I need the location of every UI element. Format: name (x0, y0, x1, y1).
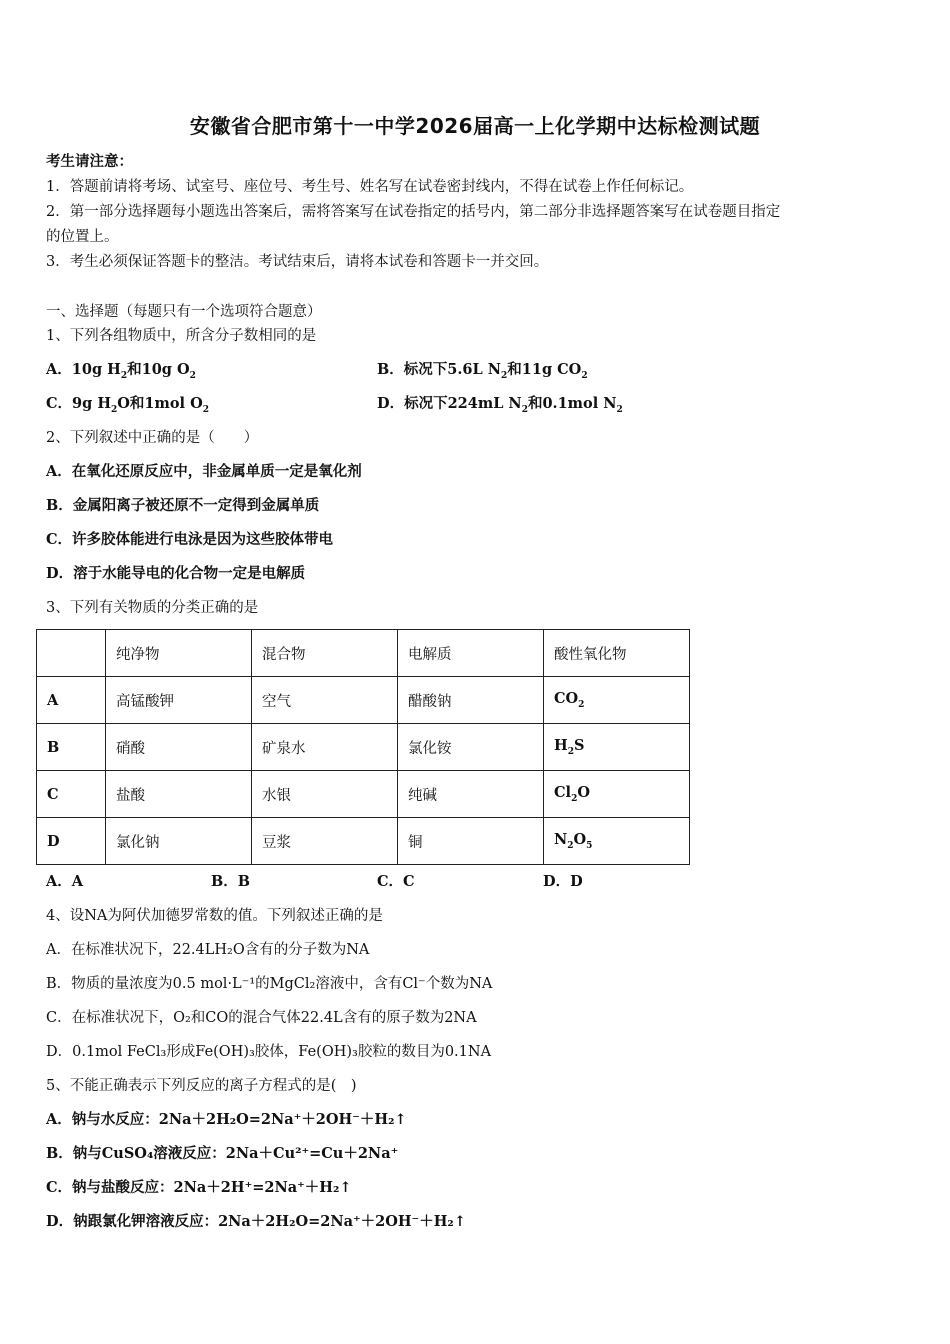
q1-b-text2: 和11g CO (507, 361, 582, 378)
q1-a-text2: 和10g O (127, 361, 190, 378)
q3-answer-d: D．D (543, 873, 583, 890)
q5-option-b: B．钠与CuSO₄溶液反应：2Na＋Cu²⁺=Cu＋2Na⁺ (46, 1145, 399, 1162)
table-cell (544, 771, 690, 818)
q1-a-text: 10g H (71, 361, 121, 378)
table-cell: 铜 (398, 818, 544, 865)
q1-option-d-label: D． (377, 395, 405, 412)
q1-option-a-label: A． (46, 361, 72, 378)
q2-option-c: C．许多胶体能进行电泳是因为这些胶体带电 (46, 531, 334, 548)
formula-sub: 2 (567, 746, 574, 757)
formula-part: O (573, 831, 587, 849)
formula-part: O (577, 784, 590, 802)
formula-sub: 2 (578, 699, 585, 710)
table-cell: 氯化铵 (398, 724, 544, 771)
notice-item-1: 1．答题前请将考场、试室号、座位号、考生号、姓名写在试卷密封线内，不得在试卷上作任何标记。 (46, 179, 694, 195)
q1-d-text2: 和0.1mol N (527, 395, 617, 412)
q5-option-d: D．钠跟氯化钾溶液反应：2Na＋2H₂O=2Na⁺＋2OH⁻＋H₂↑ (46, 1213, 466, 1230)
table-row (37, 818, 690, 865)
q3-stem: 3、下列有关物质的分类正确的是 (46, 600, 259, 616)
q4-option-a: A．在标准状况下，22.4LH₂O含有的分子数为NA (46, 942, 370, 958)
q1-b-sub2: 2 (581, 370, 588, 381)
q1-c-sub: 2 (111, 404, 118, 415)
row-key: B (37, 724, 106, 771)
notice-item-2: 2．第一部分选择题每小题选出答案后，需将答案写在试卷指定的括号内，第二部分非选择题答案写在试卷题目指定 (46, 204, 781, 220)
q1-option-d (377, 394, 623, 420)
table-cell: 盐酸 (106, 771, 252, 818)
q3-answer-a: A．A (46, 873, 84, 890)
formula-part: H (554, 737, 568, 755)
q1-c-sub2: 2 (202, 404, 209, 415)
table-cell: 氯化钠 (106, 818, 252, 865)
table-cell (544, 677, 690, 724)
q1-d-text: 标况下224mL N (404, 395, 522, 412)
q5-stem: 5、不能正确表示下列反应的离子方程式的是( ) (46, 1078, 357, 1094)
classification-table (36, 629, 690, 865)
formula-part: Cl (554, 784, 572, 802)
table-header-cell (37, 630, 106, 677)
q1-stem: 1、下列各组物质中，所含分子数相同的是 (46, 328, 317, 344)
table-cell (544, 724, 690, 771)
table-cell (544, 818, 690, 865)
table-cell: 豆浆 (252, 818, 398, 865)
q4-option-b: B．物质的量浓度为0.5 mol·L⁻¹的MgCl₂溶液中，含有Cl⁻个数为NA (46, 976, 493, 992)
q2-option-b: B．金属阳离子被还原不一定得到金属单质 (46, 497, 320, 514)
q3-answer-c: C．C (377, 873, 415, 890)
table-row (37, 771, 690, 818)
notice-heading: 考生请注意： (46, 153, 133, 170)
row-key: D (37, 818, 106, 865)
formula-part: N (554, 831, 568, 849)
formula-sub: 2 (571, 793, 578, 804)
q1-option-c-label: C． (46, 395, 73, 412)
q1-c-text2: O和1mol O (117, 395, 203, 412)
table-cell: 纯碱 (398, 771, 544, 818)
table-header-cell: 电解质 (398, 630, 544, 677)
q4-stem: 4、设NA为阿伏加德罗常数的值。下列叙述正确的是 (46, 908, 383, 924)
q2-stem: 2、下列叙述中正确的是（ ） (46, 430, 259, 446)
q1-c-text: 9g H (72, 395, 112, 412)
q5-option-c: C．钠与盐酸反应：2Na＋2H⁺=2Na⁺＋H₂↑ (46, 1179, 352, 1196)
q1-a-sub2: 2 (189, 370, 196, 381)
table-header-cell: 纯净物 (106, 630, 252, 677)
q1-option-a (46, 360, 196, 386)
table-cell: 水银 (252, 771, 398, 818)
row-key: C (37, 771, 106, 818)
q1-option-c (46, 394, 209, 420)
q1-d-sub: 2 (521, 404, 528, 415)
q5-option-a: A．钠与水反应：2Na＋2H₂O=2Na⁺＋2OH⁻＋H₂↑ (46, 1111, 407, 1128)
table-cell: 醋酸钠 (398, 677, 544, 724)
formula-part: CO (554, 690, 579, 708)
q1-d-sub2: 2 (616, 404, 623, 415)
notice-item-3: 3．考生必须保证答题卡的整洁。考试结束后，请将本试卷和答题卡一并交回。 (46, 254, 549, 270)
q3-answer-b: B．B (211, 873, 251, 890)
q1-b-text: 标况下5.6L N (403, 361, 501, 378)
q1-b-sub: 2 (501, 370, 508, 381)
q2-option-a: A．在氧化还原反应中，非金属单质一定是氧化剂 (46, 463, 362, 480)
q2-option-d: D．溶于水能导电的化合物一定是电解质 (46, 565, 306, 582)
table-cell: 矿泉水 (252, 724, 398, 771)
q4-option-c: C．在标准状况下，O₂和CO的混合气体22.4L含有的原子数为2NA (46, 1010, 477, 1026)
section-heading: 一、选择题（每题只有一个选项符合题意） (46, 304, 322, 320)
table-cell: 空气 (252, 677, 398, 724)
table-header-cell: 混合物 (252, 630, 398, 677)
table-header-cell: 酸性氧化物 (544, 630, 690, 677)
formula-sub: 2 (567, 840, 574, 851)
row-key: A (37, 677, 106, 724)
notice-item-2-cont: 的位置上。 (46, 229, 119, 245)
table-row (37, 677, 690, 724)
table-row (37, 724, 690, 771)
page-title: 安徽省合肥市第十一中学2026届高一上化学期中达标检测试题 (189, 114, 761, 138)
q1-a-sub: 2 (120, 370, 128, 381)
q1-option-b-label: B． (377, 361, 404, 378)
table-cell: 硝酸 (106, 724, 252, 771)
table-cell: 高锰酸钾 (106, 677, 252, 724)
q1-option-b (377, 360, 588, 386)
q4-option-d: D．0.1mol FeCl₃形成Fe(OH)₃胶体，Fe(OH)₃胶粒的数目为0.1NA (46, 1044, 492, 1060)
table-header-row (37, 630, 690, 677)
formula-part: S (573, 737, 585, 755)
formula-sub: 5 (586, 840, 593, 851)
